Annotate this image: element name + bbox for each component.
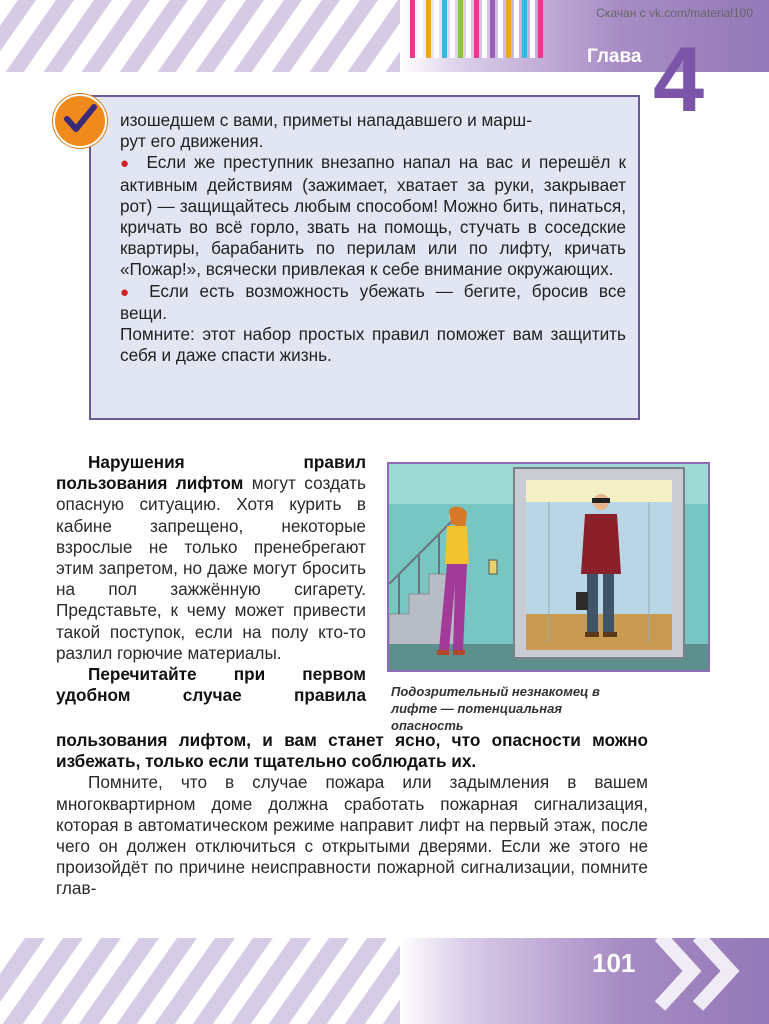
color-bar	[506, 0, 511, 58]
chapter-number: 4	[653, 29, 705, 131]
color-bar	[418, 0, 423, 58]
color-bar	[458, 0, 463, 58]
color-bar	[538, 0, 543, 58]
paragraph-reread-rules-end: пользования лифтом, и вам станет ясно, что опасности можно избежать, только если тщательно соблюдать их.	[56, 730, 648, 772]
red-bullet-icon: ●	[120, 283, 136, 301]
checkmark-icon	[53, 94, 107, 148]
tip-bullet-item: ● Если есть возможность убежать — бегите, бросив все вещи.	[120, 280, 627, 323]
double-chevron-right-icon	[652, 928, 752, 1019]
color-bar	[482, 0, 487, 58]
tip-closing: Помните: этот набор простых правил поможет вам защитить себя и даже спасти жизнь.	[120, 324, 626, 366]
color-bar	[530, 0, 535, 58]
color-bar	[514, 0, 519, 58]
figure-caption: Подозрительный незнакомец в лифте — потенциальная опасность	[391, 684, 600, 733]
article-full-width	[56, 730, 648, 900]
elevator-illustration	[387, 462, 710, 672]
color-bar	[498, 0, 503, 58]
paragraph-elevator-violations: Нарушения правил пользования лифтом могут создать опасную ситуацию. Хотя курить в кабине запрещено, некоторые взрослые не только пренебрегают этим запретом, но даже могут бросить на пол зажжённую сигарету. Представьте, к чему может привести такой поступок, если на полу кто-то разлил горючие материалы.	[56, 452, 366, 663]
color-bar	[426, 0, 431, 58]
tip-continuation-line1: изошедшем с вами, приметы нападавшего и марш-	[120, 110, 532, 130]
tip-bullet-item: ● Если же преступник внезапно напал на вас и перешёл к активным действиям (зажимает, хватает за руки, закрывает рот) — защищайтесь любым способом! Можно бить, пинаться, кричать во всё горло, звать на помощь, стучать в соседские квартиры, барабанить по перилам или по лифту, кричать «Пожар!», всячески привлекая к себе внимание окружающих.	[120, 152, 627, 280]
color-bar	[434, 0, 439, 58]
tip-continuation-line2: рут его движения.	[120, 131, 264, 152]
color-bar	[490, 0, 495, 58]
color-bar	[450, 0, 455, 58]
chapter-label: Глава	[587, 46, 642, 67]
header-stripes	[0, 0, 440, 72]
color-bar	[474, 0, 479, 58]
color-bar	[466, 0, 471, 58]
article-left-column	[56, 452, 366, 706]
color-bar	[442, 0, 447, 58]
color-bar	[522, 0, 527, 58]
red-bullet-icon: ●	[120, 155, 133, 173]
header-color-bars	[410, 0, 543, 64]
page-number: 101	[592, 948, 636, 978]
safety-tips-text	[120, 110, 626, 366]
paragraph-fire-alarm: Помните, что в случае пожара или задымления в вашем многоквартирном доме должна сработать пожарная сигнализация, которая в автоматическом режиме направит лифт на первый этаж, после чего он должен отключиться с открытыми дверями. Если же этого не произойдёт по причине неисправности пожарной сигнализации, помните глав-	[56, 772, 648, 899]
watermark: Скачан с vk.com/material100	[596, 6, 753, 20]
paragraph-reread-rules-start: Перечитайте при первом удобном случае правила	[56, 664, 366, 706]
color-bar	[410, 0, 415, 58]
